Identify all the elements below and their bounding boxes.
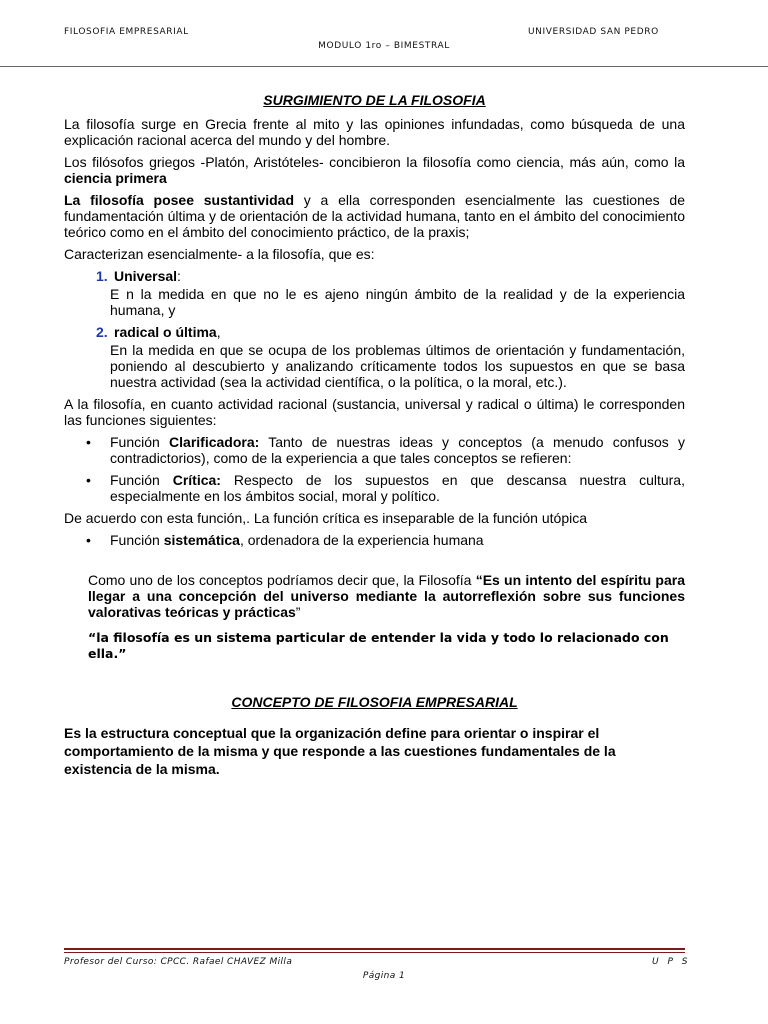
definition-paragraph: Es la estructura conceptual que la organización define para orientar o inspirar el comportamiento de la misma y que responde a las cuestiones fundamentales de la existencia de la misma. bbox=[64, 725, 616, 777]
section-title-concepto: CONCEPTO DE FILOSOFIA EMPRESARIAL bbox=[231, 694, 518, 710]
header-right: UNIVERSIDAD SAN PEDRO bbox=[528, 27, 659, 37]
paragraph-3: La filosofía posee sustantividad y a ella corresponden esencialmente las cuestiones de fundamentación última y de orientación de la actividad humana, tanto en el ámbito del conocimiento teórico como en el ámbito del conocimiento práctico, de la praxis; bbox=[64, 192, 685, 240]
paragraph-2: Los filósofos griegos -Platón, Aristóteles- concibieron la filosofía como ciencia, más aún, como la ciencia primera bbox=[64, 154, 685, 186]
footer-rule-thin bbox=[64, 952, 685, 953]
bullet-critica: • Función Crítica: Respecto de los supuestos en que descansa nuestra cultura, especialmente en los ámbitos social, moral y político. bbox=[86, 472, 685, 504]
footer-rule-thick bbox=[64, 948, 685, 950]
bullet-clarificadora: • Función Clarificadora: Tanto de nuestras ideas y conceptos (a menudo confusos y contradictorios), como de la experiencia a que tales conceptos se refieren: bbox=[86, 434, 686, 466]
quote-system: “la filosofía es un sistema particular de entender la vida y todo lo relacionado con ella.” bbox=[88, 630, 669, 661]
page-body bbox=[64, 92, 685, 784]
list-item-radical-desc: En la medida en que se ocupa de los problemas últimos de orientación y fundamentación, poniendo al descubierto y analizando críticamente todos los supuestos en que se basa nuestra actividad (sea la actividad científica, o la política, o la moral, etc.). bbox=[110, 342, 685, 390]
paragraph-5: A la filosofía, en cuanto actividad racional (sustancia, universal y radical o última) le corresponden las funciones siguientes: bbox=[64, 396, 685, 428]
header-left: FILOSOFIA EMPRESARIAL bbox=[64, 27, 189, 37]
paragraph-6: De acuerdo con esta función,. La función crítica es inseparable de la función utópica bbox=[64, 510, 587, 526]
paragraph-4: Caracterizan esencialmente- a la filosofía, que es: bbox=[64, 246, 375, 262]
bullet-sistematica: • Función sistemática, ordenadora de la experiencia humana bbox=[86, 532, 484, 548]
list-item-universal: 1. Universal: bbox=[96, 268, 181, 284]
footer-right: U P S bbox=[652, 957, 691, 967]
header-center: MODULO 1ro – BIMESTRAL bbox=[318, 41, 450, 51]
footer-left: Profesor del Curso: CPCC. Rafael CHAVEZ Milla bbox=[64, 957, 293, 967]
header-rule bbox=[0, 66, 768, 67]
list-item-radical: 2. radical o última, bbox=[96, 324, 221, 340]
section-title-surgimiento: SURGIMIENTO DE LA FILOSOFIA bbox=[263, 92, 486, 108]
quote-definition: Como uno de los conceptos podríamos decir que, la Filosofía “Es un intento del espíritu para llegar a una concepción del universo mediante la autorreflexión sobre sus funciones valorativas teóricas y prácticas” bbox=[88, 572, 686, 620]
list-item-universal-desc: E n la medida en que no le es ajeno ningún ámbito de la realidad y de la experiencia humana, y bbox=[110, 286, 685, 318]
page-number: Página 1 bbox=[362, 971, 406, 981]
paragraph-1: La filosofía surge en Grecia frente al mito y las opiniones infundadas, como búsqueda de una explicación racional acerca del mundo y del hombre. bbox=[64, 116, 685, 148]
